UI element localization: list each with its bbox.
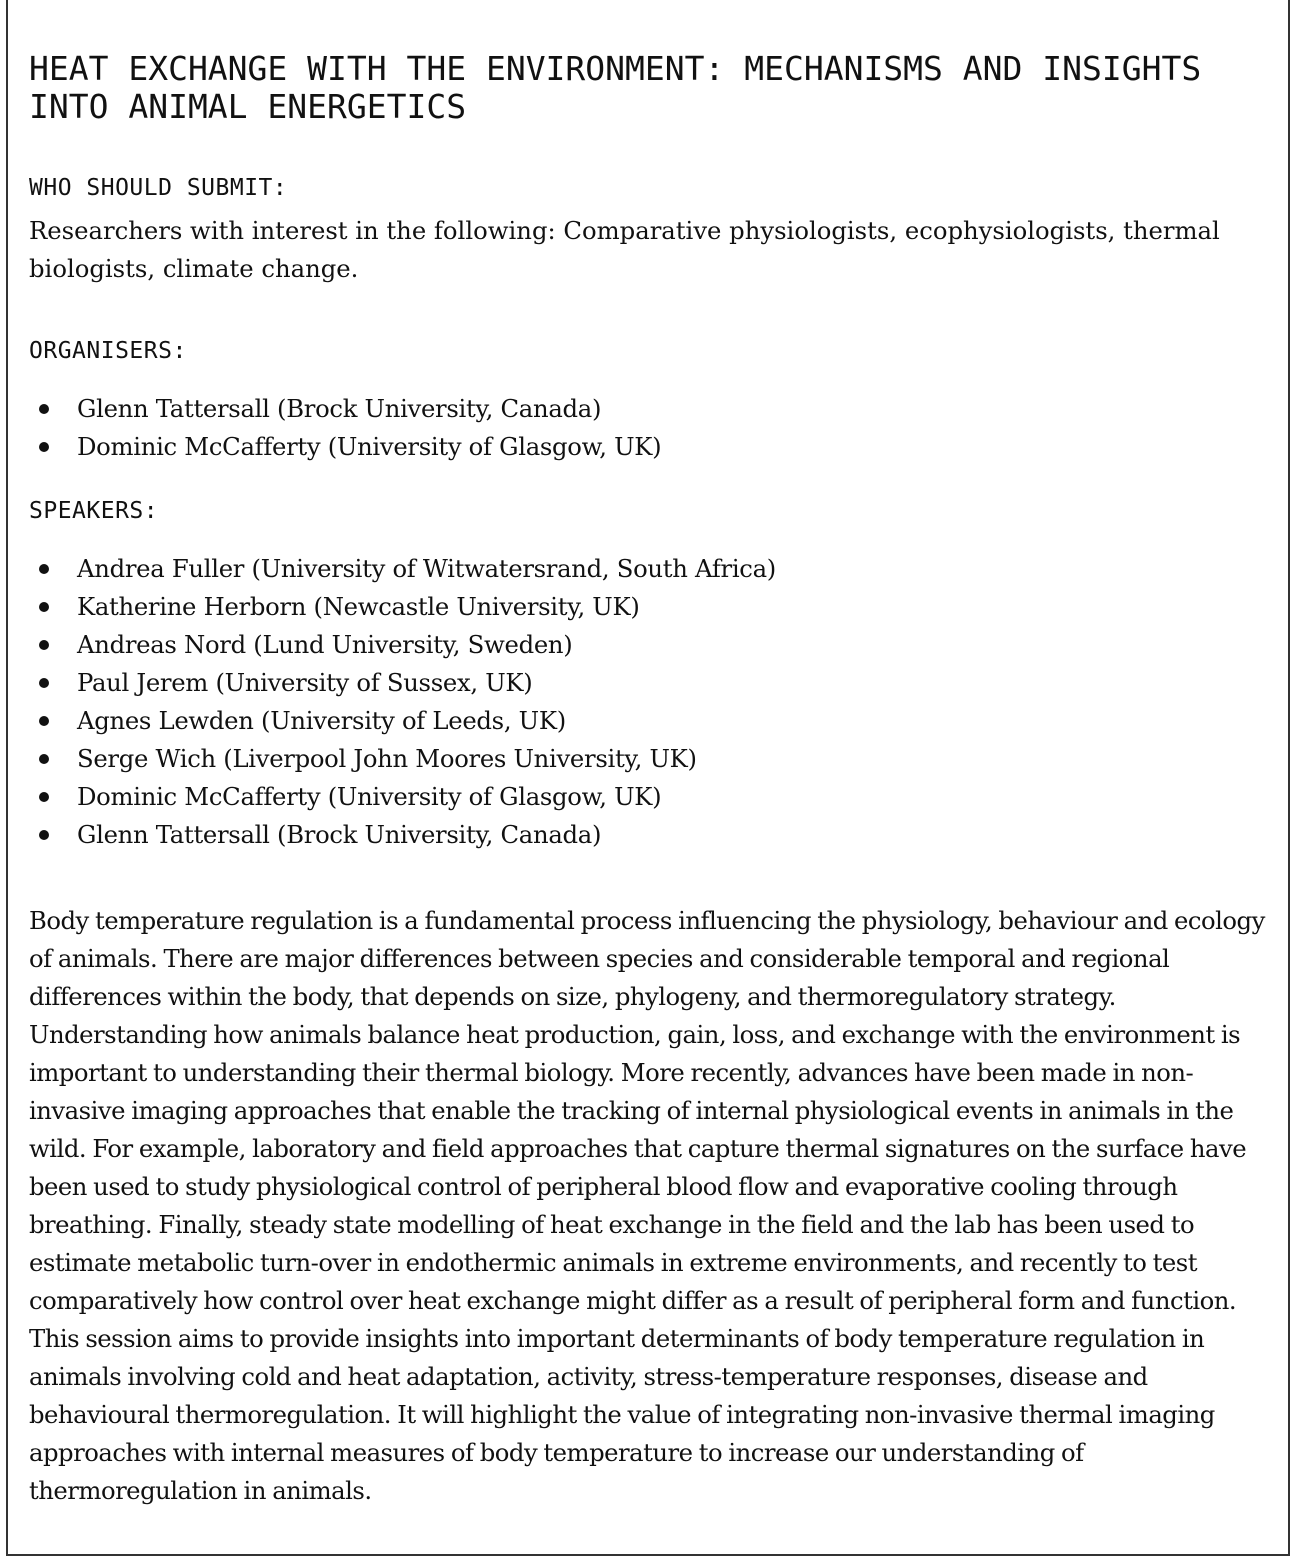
list-item [29,626,1274,664]
session-description: Body temperature regulation is a fundamental process influencing the physiology, behaviour and ecology of animals. There are major differences between species and considerable temporal and regional differences within the body, that depends on size, phylogeny, and thermoregulatory strategy. Understanding how animals balance heat production, gain, loss, and exchange with the environment is important to understanding their thermal biology. More recently, advances have been made in non-invasive imaging approaches that enable the tracking of internal physiological events in animals in the wild. For example, laboratory and field approaches that capture thermal signatures on the surface have been used to study physiological control of peripheral blood flow and evaporative cooling through breathing. Finally, steady state modelling of heat exchange in the field and the lab has been used to estimate metabolic turn-over in endothermic animals in extreme environments, and recently to test comparatively how control over heat exchange might differ as a result of peripheral form and function. This session aims to provide insights into important determinants of body temperature regulation in animals involving cold and heat adaptation, activity, stress-temperature responses, disease and behavioural thermoregulation. It will highlight the value of integrating non-invasive thermal imaging approaches with internal measures of body temperature to increase our understanding of thermoregulation in animals. [29,906,1265,1505]
bullet-icon [39,640,49,650]
organiser-name: Dominic McCafferty (University of Glasgow, UK) [77,432,662,461]
speaker-name: Glenn Tattersall (Brock University, Canada) [77,820,602,849]
speakers-label: SPEAKERS: [29,498,159,524]
speaker-name: Dominic McCafferty (University of Glasgow, UK) [77,782,662,811]
bullet-icon [39,404,49,414]
bullet-icon [39,716,49,726]
session-content [29,50,1274,1510]
bullet-icon [39,678,49,688]
list-item [29,588,1274,626]
organisers-label: ORGANISERS: [29,338,187,364]
list-item [29,778,1274,816]
bullet-icon [39,830,49,840]
speakers-list [29,550,1274,854]
bullet-icon [39,792,49,802]
list-item [29,550,1274,588]
list-item [29,664,1274,702]
who-should-submit-label: WHO SHOULD SUBMIT: [29,175,288,201]
organisers-list [29,390,1274,466]
speaker-name: Serge Wich (Liverpool John Moores University, UK) [77,744,697,773]
list-item [29,428,1274,466]
list-item [29,390,1274,428]
list-item [29,740,1274,778]
bullet-icon [39,754,49,764]
who-should-submit-text: Researchers with interest in the following: Comparative physiologists, ecophysiologists, thermal biologists, climate change. [29,216,1220,283]
speaker-name: Andreas Nord (Lund University, Sweden) [77,630,573,659]
list-item [29,702,1274,740]
speaker-name: Andrea Fuller (University of Witwatersrand, South Africa) [77,554,776,583]
speaker-name: Katherine Herborn (Newcastle University, UK) [77,592,640,621]
speaker-name: Agnes Lewden (University of Leeds, UK) [77,706,566,735]
bullet-icon [39,602,49,612]
session-title: HEAT EXCHANGE WITH THE ENVIRONMENT: MECHANISMS AND INSIGHTS INTO ANIMAL ENERGETICS [29,49,1202,126]
bullet-icon [39,564,49,574]
organiser-name: Glenn Tattersall (Brock University, Canada) [77,394,602,423]
speaker-name: Paul Jerem (University of Sussex, UK) [77,668,533,697]
bullet-icon [39,442,49,452]
list-item [29,816,1274,854]
